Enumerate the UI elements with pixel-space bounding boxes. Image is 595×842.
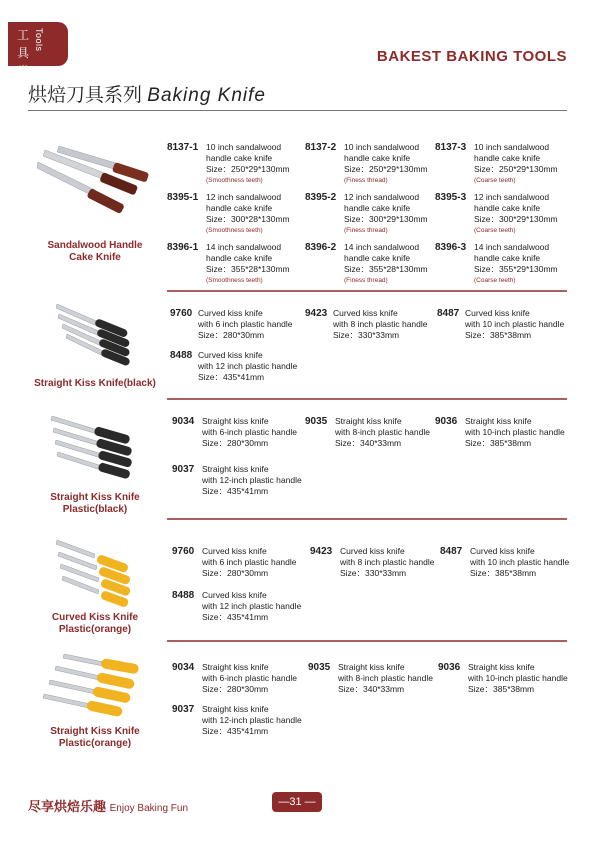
product-code: 9036 (438, 662, 461, 673)
product-code: 9034 (172, 416, 195, 427)
brand-name: BAKEST BAKING TOOLS (376, 48, 567, 65)
product-code: 8487 (437, 308, 460, 319)
category-tab-cn: 工具类 (16, 28, 29, 78)
product-code: 8395-2 (305, 192, 337, 203)
product-name: Curved kiss knife with 6 inch plastic handle (198, 308, 293, 329)
product-name: Straight kiss knife with 10-inch plastic handle (468, 662, 568, 683)
caption-sandalwood (20, 240, 170, 264)
page-title (28, 80, 266, 107)
product-name: Straight kiss knife with 12-inch plastic handle (202, 704, 302, 725)
product-note: (Smoothness teeth) (206, 177, 263, 184)
product-name: Curved kiss knife with 8 inch plastic handle (340, 546, 435, 567)
product-code: 9423 (305, 308, 328, 319)
product-name: 10 inch sandalwood handle cake knife (206, 142, 282, 163)
product-name: Straight kiss knife with 6-inch plastic handle (202, 416, 297, 437)
page-title-cn: 烘焙刀具系列 (28, 85, 143, 106)
footer-slogan (28, 796, 188, 815)
product-size: Size：280*30mm (198, 330, 265, 340)
product-code: 8488 (170, 350, 193, 361)
product-size: Size：435*41mm (202, 486, 269, 496)
product-name: Straight kiss knife with 8-inch plastic handle (338, 662, 433, 683)
sandalwood-knife-image (35, 144, 155, 226)
caption-line: Straight Kiss Knife Plastic(orange) (50, 726, 140, 749)
category-tab (8, 22, 68, 78)
product-code: 9423 (310, 546, 333, 557)
product-code: 9036 (435, 416, 458, 427)
product-size: Size：300*29*130mm (344, 214, 428, 224)
caption-straight-plastic-black (20, 492, 170, 516)
footer-slogan-en: Enjoy Baking Fun (109, 803, 189, 814)
product-name: Straight kiss knife with 10-inch plastic handle (465, 416, 565, 437)
product-name: 12 inch sandalwood handle cake knife (206, 192, 282, 213)
product-name: Straight kiss knife with 8-inch plastic handle (335, 416, 430, 437)
section-curved-orange (0, 534, 595, 642)
title-divider (28, 110, 567, 111)
section-divider (167, 640, 567, 642)
product-name: Straight kiss knife with 12-inch plastic handle (202, 464, 302, 485)
caption-straight-black (20, 378, 170, 390)
product-size: Size：385*38mm (470, 568, 537, 578)
product-size: Size：250*29*130mm (344, 164, 428, 174)
product-size: Size：280*30mm (202, 568, 269, 578)
product-size: Size：385*38mm (465, 330, 532, 340)
product-code: 8396-1 (167, 242, 199, 253)
product-code: 9760 (170, 308, 193, 319)
product-size: Size：355*29*130mm (474, 264, 558, 274)
product-code: 8137-2 (305, 142, 337, 153)
caption-line: Straight Kiss Knife(black) (34, 378, 156, 389)
product-note: (Finess thread) (344, 277, 388, 284)
caption-line: Straight Kiss Knife Plastic(black) (50, 492, 140, 515)
product-note: (Smoothness teeth) (206, 277, 263, 284)
product-size: Size：330*33mm (333, 330, 400, 340)
product-size: Size：280*30mm (202, 438, 269, 448)
caption-line: Sandalwood Handle Cake Knife (47, 240, 143, 263)
product-name: Curved kiss knife with 8 inch plastic handle (333, 308, 428, 329)
product-name: 14 inch sandalwood handle cake knife (206, 242, 282, 263)
product-code: 8137-1 (167, 142, 199, 153)
product-size: Size：300*28*130mm (206, 214, 290, 224)
product-code: 8396-2 (305, 242, 337, 253)
category-tab-en: Tools (34, 28, 44, 52)
product-name: Straight kiss knife with 6-inch plastic handle (202, 662, 297, 683)
footer-slogan-cn: 尽享烘焙乐趣 (28, 799, 107, 814)
product-note: (Finess thread) (344, 227, 388, 234)
section-straight-plastic-black (0, 406, 595, 518)
product-code: 9037 (172, 464, 195, 475)
product-name: Curved kiss knife with 10 inch plastic handle (465, 308, 565, 329)
product-code: 8137-3 (435, 142, 467, 153)
curved-orange-knife-image (55, 538, 145, 610)
product-size: Size：250*29*130mm (474, 164, 558, 174)
product-size: Size：355*28*130mm (206, 264, 290, 274)
product-name: Curved kiss knife with 10 inch plastic handle (470, 546, 570, 567)
product-code: 8396-3 (435, 242, 467, 253)
product-size: Size：250*29*130mm (206, 164, 290, 174)
straight-orange-knife-image (42, 652, 152, 724)
product-code: 9035 (305, 416, 328, 427)
product-note: (Smoothness teeth) (206, 227, 263, 234)
product-size: Size：435*41mm (202, 726, 269, 736)
product-note: (Coarse teeth) (474, 277, 516, 284)
product-code: 9035 (308, 662, 331, 673)
product-name: Curved kiss knife with 12 inch plastic handle (198, 350, 298, 371)
product-note: (Coarse teeth) (474, 227, 516, 234)
product-name: 10 inch sandalwood handle cake knife (474, 142, 550, 163)
section-divider (167, 518, 567, 520)
product-code: 9034 (172, 662, 195, 673)
product-name: 10 inch sandalwood handle cake knife (344, 142, 420, 163)
section-sandalwood (0, 138, 595, 298)
product-size: Size：435*41mm (202, 612, 269, 622)
product-code: 8487 (440, 546, 463, 557)
product-size: Size：385*38mm (468, 684, 535, 694)
product-size: Size：330*33mm (340, 568, 407, 578)
product-name: 14 inch sandalwood handle cake knife (474, 242, 550, 263)
product-code: 8395-1 (167, 192, 199, 203)
product-code: 8488 (172, 590, 195, 601)
caption-line: Curved Kiss Knife Plastic(orange) (51, 612, 139, 635)
section-straight-orange (0, 652, 595, 762)
section-straight-black (0, 298, 595, 398)
product-code: 8395-3 (435, 192, 467, 203)
product-size: Size：385*38mm (465, 438, 532, 448)
product-size: Size：300*29*130mm (474, 214, 558, 224)
product-name: Curved kiss knife with 12 inch plastic handle (202, 590, 302, 611)
straight-plastic-black-knife-image (50, 412, 146, 482)
product-code: 9037 (172, 704, 195, 715)
section-divider (167, 290, 567, 292)
page-title-en: Baking Knife (147, 85, 266, 106)
product-size: Size：355*28*130mm (344, 264, 428, 274)
product-size: Size：435*41mm (198, 372, 265, 382)
page-number: —31 — (272, 792, 322, 812)
product-name: 14 inch sandalwood handle cake knife (344, 242, 420, 263)
product-size: Size：280*30mm (202, 684, 269, 694)
product-note: (Coarse teeth) (474, 177, 516, 184)
product-name: 12 inch sandalwood handle cake knife (344, 192, 420, 213)
straight-black-knife-image (55, 300, 145, 366)
product-size: Size：340*33mm (335, 438, 402, 448)
product-code: 9760 (172, 546, 195, 557)
caption-curved-orange (20, 612, 170, 636)
product-note: (Finess thread) (344, 177, 388, 184)
product-name: 12 inch sandalwood handle cake knife (474, 192, 550, 213)
caption-straight-orange (20, 726, 170, 750)
product-size: Size：340*33mm (338, 684, 405, 694)
section-divider (167, 398, 567, 400)
product-name: Curved kiss knife with 6 inch plastic handle (202, 546, 297, 567)
